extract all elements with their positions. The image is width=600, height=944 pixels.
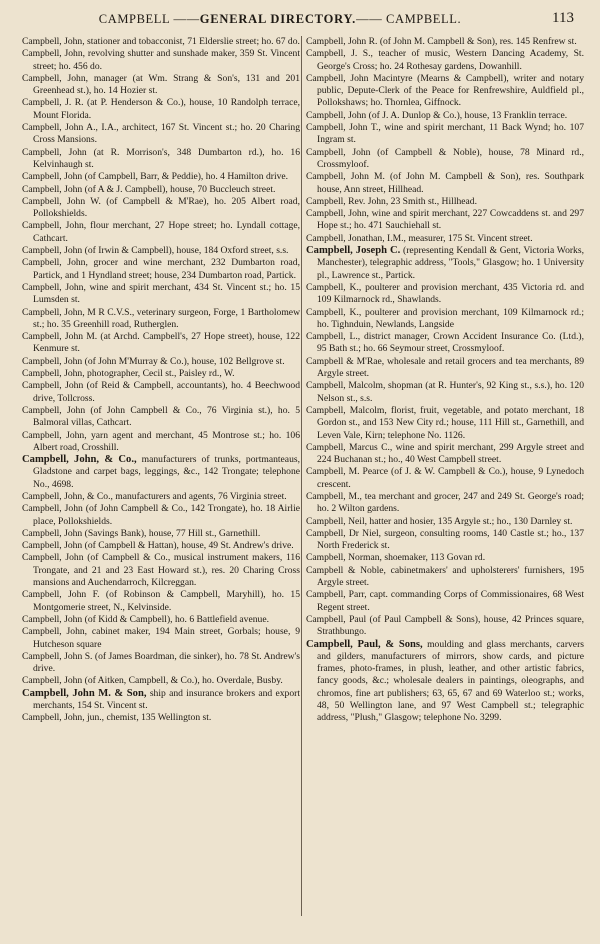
- entry-text: Campbell, J. R. (at P. Henderson & Co.), house, 10 Randolph terrace, Mount Florida.: [22, 97, 300, 121]
- entry-text: manufacturers of trunks, portmanteaus, Gladstone and carpet bags, leggings, &c., 142 Trongate; telephone No., 4698.: [33, 454, 300, 490]
- directory-entry: [306, 110, 584, 122]
- entry-text: Campbell, John, revolving shutter and sunshade maker, 359 St. Vincent street; ho. 456 do.: [22, 48, 300, 72]
- directory-entry: [306, 491, 584, 516]
- entry-text: Campbell, John (of Kidd & Campbell), ho. 6 Battlefield avenue.: [22, 613, 269, 625]
- header-left-word: CAMPBELL: [98, 12, 170, 26]
- entry-bold-name: Campbell, John M. & Son,: [22, 687, 147, 699]
- entry-text: Campbell, John (of Reid & Campbell, accountants), ho. 4 Beechwood drive, Tollcross.: [22, 380, 300, 404]
- directory-entry: [22, 651, 300, 676]
- directory-entry: [22, 184, 300, 196]
- directory-entry: [306, 356, 584, 381]
- entry-text: Campbell, John, manager (at Wm. Strang & Son's, 131 and 201 Greenhead st.), ho. 14 Hozier st.: [22, 72, 300, 97]
- directory-entry: [306, 528, 584, 553]
- entry-text: Campbell, John, jun., chemist, 135 Wellington st.: [22, 712, 212, 724]
- entry-text: Campbell, Malcolm, shopman (at R. Hunter's, 92 King st., s.s.), ho. 120 Nelson st., s.s.: [306, 380, 584, 404]
- entry-text: Campbell, John (of Irwin & Campbell), house, 184 Oxford street, s.s.: [22, 245, 289, 257]
- directory-entry: [22, 688, 300, 713]
- directory-entry: [306, 442, 584, 467]
- directory-entry: [22, 97, 300, 122]
- directory-entry: [22, 540, 300, 552]
- entry-text: Campbell, John, grocer and wine merchant, 232 Dumbarton road, Partick, and 1 Hyndland street; house, 234 Dumbarton road, Partick.: [22, 257, 300, 281]
- entry-text: Campbell, John A., I.A., architect, 167 St. Vincent st.; ho. 20 Charing Cross Mansions.: [22, 122, 300, 146]
- entry-text: Campbell, John Macintyre (Mearns & Campbell), writer and notary public, Depute-Clerk of the Peace for Renfrewshire, Auldfield pl., Pollokshaws; ho. Thornlea, Giffnock.: [306, 72, 584, 109]
- directory-entry: [22, 147, 300, 172]
- entry-text: Campbell, John (of Campbell & Co., musical instrument makers, 116 Trongate, and 21 and 23 East Howard st.), res. 20 Charing Cross mansions and Auchendarroch, Kilcreggan.: [22, 552, 300, 589]
- directory-entry: [22, 73, 300, 98]
- directory-entry: [22, 368, 300, 380]
- directory-entry: [22, 614, 300, 626]
- entry-text: Campbell, John (of Campbell & Noble), house, 78 Minard rd., Crossmyloof.: [306, 146, 584, 170]
- entry-text: Campbell, John R. (of John M. Campbell & Son), res. 145 Renfrew st.: [306, 36, 577, 47]
- entry-text: Campbell, John, photographer, Cecil st., Paisley rd., W.: [22, 368, 235, 380]
- directory-entry: [306, 147, 584, 172]
- entry-text: Campbell, John (of Campbell, Barr, & Peddie), ho. 4 Hamilton drive.: [22, 171, 289, 183]
- column-divider: [301, 36, 302, 916]
- entry-text: Campbell, John M. (of John M. Campbell & Son), res. Southpark house, Ann street, Hillhead.: [306, 171, 584, 195]
- entry-text: Campbell, John, wine and spirit merchant, 434 St. Vincent st.; ho. 15 Lumsden st.: [22, 281, 300, 306]
- entry-text: Campbell, John, yarn agent and merchant, 45 Montrose st.; ho. 106 Albert road, Crosshill.: [22, 429, 300, 453]
- header-right-word: CAMPBELL.: [386, 12, 462, 26]
- entry-text: moulding and glass merchants, carvers and gilders, manufacturers of mirrors, show cards, and picture frames, photo-frames, in plush, leather, and other artistic fabrics, fancy goods, &c.; wholesale dealers in paintings, oleographs, and chromos, fine art publishers; 63, 65, 67 and 69 Waterloo st.; works, 48, 50 Wellington lane, and 97 West Campbell st.; telegraphic address, "Plush," Glasgow; telephone No. 3299.: [317, 638, 584, 724]
- entry-text: Campbell, Neil, hatter and hosier, 135 Argyle st.; ho., 130 Darnley st.: [306, 515, 573, 527]
- entry-text: Campbell, M. Pearce (of J. & W. Campbell & Co.), house, 9 Lynedoch crescent.: [306, 466, 584, 490]
- directory-entry: [22, 257, 300, 282]
- entry-text: Campbell, K., poulterer and provision merchant, 109 Kilmarnock rd.; ho. Tighnduin, Newlands, Langside: [306, 306, 584, 330]
- entry-text: Campbell, John (of John Campbell & Co., 142 Trongate), ho. 18 Airlie place, Pollokshields.: [22, 503, 300, 527]
- entry-text: Campbell, J. S., teacher of music, Western Dancing Academy, St. George's Cross; ho. 24 Rothesay gardens, Dowanhill.: [306, 48, 584, 72]
- entry-text: Campbell & M'Rae, wholesale and retail grocers and tea merchants, 89 Argyle street.: [306, 355, 584, 380]
- entry-text: Campbell, Marcus C., wine and spirit merchant, 299 Argyle street and 224 Buchanan st.; ho., 40 West Campbell street.: [306, 441, 584, 466]
- header-title: GENERAL DIRECTORY.: [199, 12, 357, 26]
- directory-entry: [22, 405, 300, 430]
- page-number: 113: [552, 10, 574, 26]
- entry-text: Campbell, John M. (at Archd. Campbell's, 27 Hope street), house, 122 Kenmure st.: [22, 331, 300, 355]
- entry-text: Campbell, John (of Campbell & Hattan), house, 49 St. Andrew's drive.: [22, 540, 294, 552]
- directory-entry: [306, 466, 584, 491]
- entry-text: Campbell, John (of John M'Murray & Co.), house, 102 Bellgrove st.: [22, 355, 285, 367]
- entry-text: Campbell, John (of A & J. Campbell), house, 70 Buccleuch street.: [22, 183, 276, 195]
- entry-text: Campbell, K., poulterer and provision merchant, 435 Victoria rd. and 109 Kilmarnock rd., Shawlands.: [306, 281, 584, 306]
- directory-entry: [22, 528, 300, 540]
- entry-text: Campbell, John, cabinet maker, 194 Main street, Gorbals; house, 9 Hutcheson square: [22, 626, 300, 650]
- directory-entry: [22, 380, 300, 405]
- entry-text: Campbell, M., tea merchant and grocer, 247 and 249 St. George's road; ho. 2 Wilton gardens.: [306, 490, 584, 515]
- entry-text: Campbell, Rev. John, 23 Smith st., Hillhead.: [306, 195, 477, 207]
- directory-entry: [306, 196, 584, 208]
- directory-entry: [306, 48, 584, 73]
- directory-entry: [22, 503, 300, 528]
- entry-text: Campbell, John, & Co., manufacturers and agents, 76 Virginia street.: [22, 490, 287, 502]
- entry-bold-name: Campbell, Paul, & Sons,: [306, 638, 423, 650]
- directory-entry: [22, 712, 300, 724]
- directory-entry: [22, 171, 300, 183]
- directory-entry: [22, 282, 300, 307]
- directory-entry: [306, 405, 584, 442]
- entry-text: Campbell, Dr Niel, surgeon, consulting rooms, 140 Castle st.; ho., 137 North Frederick st.: [306, 527, 584, 552]
- directory-entry: [22, 220, 300, 245]
- directory-entry: [306, 73, 584, 110]
- entry-text: Campbell, John (of J. A. Dunlop & Co.), house, 13 Franklin terrace.: [306, 109, 568, 121]
- directory-entry: [306, 208, 584, 233]
- entry-text: Campbell, Malcolm, florist, fruit, vegetable, and potato merchant, 18 Gordon st., and 153 New City rd.; house, 111 Hill st., Garnethill, and Leven Vale, Kirn; telephone No. 1126.: [306, 404, 584, 441]
- entry-text: Campbell, John (at R. Morrison's, 348 Dumbarton rd.), ho. 16 Kelvinhaugh st.: [22, 146, 300, 170]
- entry-text: Campbell, Paul (of Paul Campbell & Sons), house, 42 Princes square, Strathbungo.: [306, 613, 584, 638]
- directory-entry: [22, 331, 300, 356]
- running-head: CAMPBELL ——GENERAL DIRECTORY.—— CAMPBELL.: [98, 12, 462, 26]
- entry-text: (representing Kendall & Gent, Victoria Works, Manchester), telegraphic address, "Tools," Glasgow; ho. 1 University pl., Lawrence st., Partick.: [317, 245, 584, 281]
- entry-text: Campbell, John (of John Campbell & Co., 76 Virginia st.), ho. 5 Balmoral villas, Cathcart.: [22, 404, 300, 429]
- directory-entry: [306, 589, 584, 614]
- directory-entry: [22, 196, 300, 221]
- entry-text: Campbell, John (of Aitken, Campbell, & Co.), ho. Overdale, Busby.: [22, 675, 283, 687]
- directory-entry: [306, 233, 584, 245]
- right-column: [306, 36, 584, 725]
- entry-bold-name: Campbell, Joseph C.: [306, 245, 401, 257]
- directory-entry: [306, 171, 584, 196]
- directory-entry: [22, 356, 300, 368]
- directory-entry: [306, 639, 584, 725]
- directory-entry: [306, 516, 584, 528]
- entry-text: Campbell, Norman, shoemaker, 113 Govan rd.: [306, 552, 486, 564]
- directory-entry: [22, 454, 300, 491]
- entry-text: Campbell, John, wine and spirit merchant, 227 Cowcaddens st. and 297 Hope st.; ho. 471 Sauchiehall st.: [306, 208, 584, 232]
- entry-text: Campbell, John S. (of James Boardman, die sinker), ho. 78 St. Andrew's drive.: [22, 650, 300, 675]
- directory-entry: [22, 307, 300, 332]
- directory-entry: [22, 626, 300, 651]
- directory-entry: [22, 36, 300, 48]
- directory-entry: [306, 331, 584, 356]
- entry-text: Campbell, John T., wine and spirit merchant, 11 Back Wynd; ho. 107 Ingram st.: [306, 122, 584, 146]
- entry-text: Campbell, John F. (of Robinson & Campbell, Maryhill), ho. 15 Montgomerie street, N., Kelvinside.: [22, 589, 300, 613]
- directory-entry: [22, 122, 300, 147]
- entry-text: Campbell & Noble, cabinetmakers' and upholsterers' furnishers, 195 Argyle street.: [306, 564, 584, 589]
- directory-entry: [306, 380, 584, 405]
- page-header: [20, 10, 580, 32]
- entry-text: ship and insurance brokers and export merchants, 154 St. Vincent st.: [33, 687, 300, 712]
- entry-text: Campbell, Parr, capt. commanding Corps of Commissionaires, 68 West Regent street.: [306, 589, 584, 613]
- entry-text: Campbell, John, M R C.V.S., veterinary surgeon, Forge, 1 Bartholomew st.; ho. 35 Greenhill road, Rutherglen.: [22, 306, 300, 330]
- entry-text: Campbell, Jonathan, I.M., measurer, 175 St. Vincent street.: [306, 232, 533, 244]
- left-column: [22, 36, 300, 725]
- entry-text: Campbell, John, stationer and tobacconist, 71 Elderslie street; ho. 67 do.: [22, 36, 300, 47]
- entry-text: Campbell, John W. (of Campbell & M'Rae), ho. 205 Albert road, Pollokshields.: [22, 195, 300, 220]
- directory-entry: [306, 282, 584, 307]
- directory-entry: [22, 430, 300, 455]
- directory-entry: [22, 675, 300, 687]
- directory-entry: [22, 48, 300, 73]
- directory-entry: [22, 552, 300, 589]
- entry-text: Campbell, L., district manager, Crown Accident Insurance Co. (Ltd.), 95 Bath st.; ho. 66 Seymour street, Crossmyloof.: [306, 331, 584, 355]
- directory-entry: [306, 122, 584, 147]
- directory-entry: [306, 614, 584, 639]
- entry-text: Campbell, John, flour merchant, 27 Hope street; ho. Lyndall cottage, Cathcart.: [22, 220, 300, 244]
- directory-entry: [22, 245, 300, 257]
- entry-bold-name: Campbell, John, & Co.,: [22, 454, 137, 466]
- directory-entry: [306, 552, 584, 564]
- directory-entry: [306, 307, 584, 332]
- directory-entry: [22, 589, 300, 614]
- directory-entry: [306, 36, 584, 48]
- directory-entry: [22, 491, 300, 503]
- entry-text: Campbell, John (Savings Bank), house, 77 Hill st., Garnethill.: [22, 527, 261, 539]
- directory-entry: [306, 565, 584, 590]
- directory-entry: [306, 245, 584, 282]
